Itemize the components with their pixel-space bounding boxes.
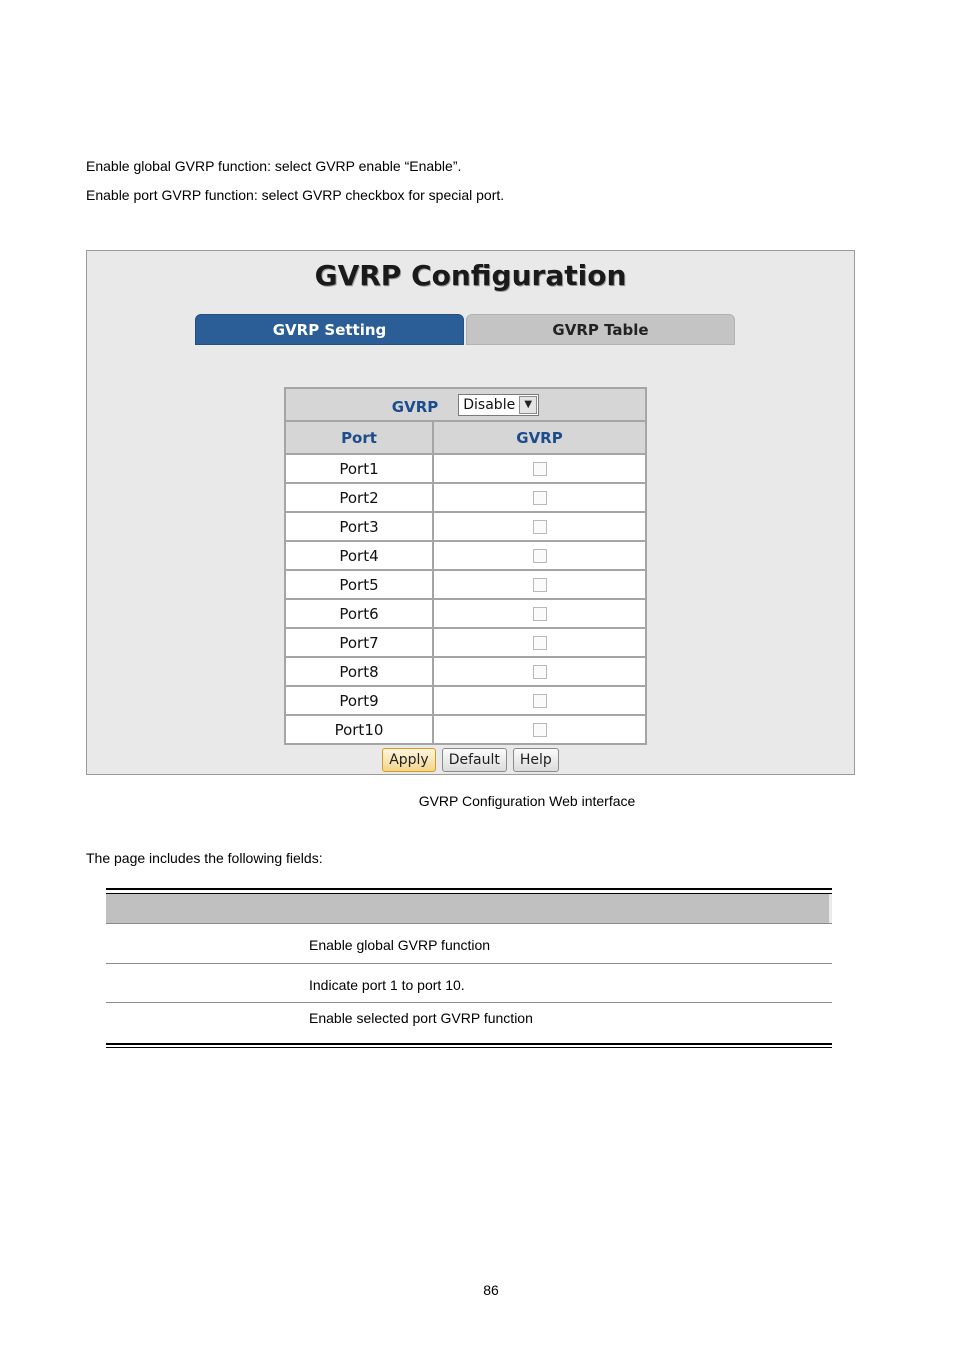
table-row (286, 513, 645, 540)
table-row (106, 1003, 832, 1043)
help-button[interactable]: Help (513, 748, 559, 772)
table-row (286, 455, 645, 482)
port-name: Port10 (286, 716, 432, 743)
port-gvrp-checkbox[interactable] (533, 665, 547, 679)
tab-gvrp-table[interactable]: GVRP Table (466, 314, 735, 345)
table-row (286, 629, 645, 656)
table-row (286, 571, 645, 598)
gvrp-global-label: GVRP (391, 397, 439, 416)
gvrp-page-title: GVRP Configuration (314, 259, 627, 292)
table-row (286, 600, 645, 627)
port-name: Port2 (286, 484, 432, 511)
port-column-header: Port (286, 422, 432, 453)
port-gvrp-checkbox[interactable] (533, 491, 547, 505)
port-gvrp-checkbox[interactable] (533, 462, 547, 476)
intro-line-2: Enable port GVRP function: select GVRP checkbox for special port. (86, 187, 505, 203)
port-name: Port9 (286, 687, 432, 714)
port-name: Port7 (286, 629, 432, 656)
page-number: 86 (483, 1282, 499, 1298)
table-bottom-rule (106, 1043, 832, 1048)
table-row (106, 923, 832, 964)
port-name: Port6 (286, 600, 432, 627)
table-row (286, 687, 645, 714)
port-gvrp-checkbox[interactable] (533, 607, 547, 621)
field-description: Enable selected port GVRP function (309, 1010, 533, 1026)
figure-caption (0, 793, 954, 809)
port-name: Port5 (286, 571, 432, 598)
action-buttons (87, 748, 854, 772)
port-gvrp-checkbox[interactable] (533, 694, 547, 708)
gvrp-enable-select[interactable] (458, 394, 539, 416)
column-header-row (286, 422, 645, 453)
port-name: Port4 (286, 542, 432, 569)
table-header (106, 894, 832, 923)
gvrp-config-table (284, 387, 647, 745)
field-description: Indicate port 1 to port 10. (309, 977, 465, 993)
tab-gvrp-setting[interactable]: GVRP Setting (195, 314, 464, 345)
table-row (106, 964, 832, 1003)
gvrp-global-row (286, 389, 645, 420)
port-gvrp-checkbox[interactable] (533, 636, 547, 650)
field-description: Enable global GVRP function (309, 937, 491, 953)
fields-intro: The page includes the following fields: (86, 850, 323, 866)
gvrp-select-value: Disable (463, 396, 516, 413)
default-button[interactable]: Default (442, 748, 507, 772)
port-gvrp-checkbox[interactable] (533, 723, 547, 737)
port-gvrp-checkbox[interactable] (533, 520, 547, 534)
table-row (286, 542, 645, 569)
port-name: Port8 (286, 658, 432, 685)
port-name: Port1 (286, 455, 432, 482)
port-gvrp-checkbox[interactable] (533, 578, 547, 592)
chevron-down-icon: ▼ (519, 396, 537, 414)
intro-line-1: Enable global GVRP function: select GVRP enable “Enable”. (86, 158, 462, 174)
table-row (286, 716, 645, 743)
port-gvrp-checkbox[interactable] (533, 549, 547, 563)
gvrp-screenshot-panel (86, 250, 855, 775)
port-name: Port3 (286, 513, 432, 540)
fields-table (106, 888, 832, 1048)
table-row (286, 658, 645, 685)
apply-button[interactable]: Apply (382, 748, 436, 772)
gvrp-column-header: GVRP (434, 422, 645, 453)
figure-caption-text: GVRP Configuration Web interface (418, 793, 636, 809)
table-row (286, 484, 645, 511)
